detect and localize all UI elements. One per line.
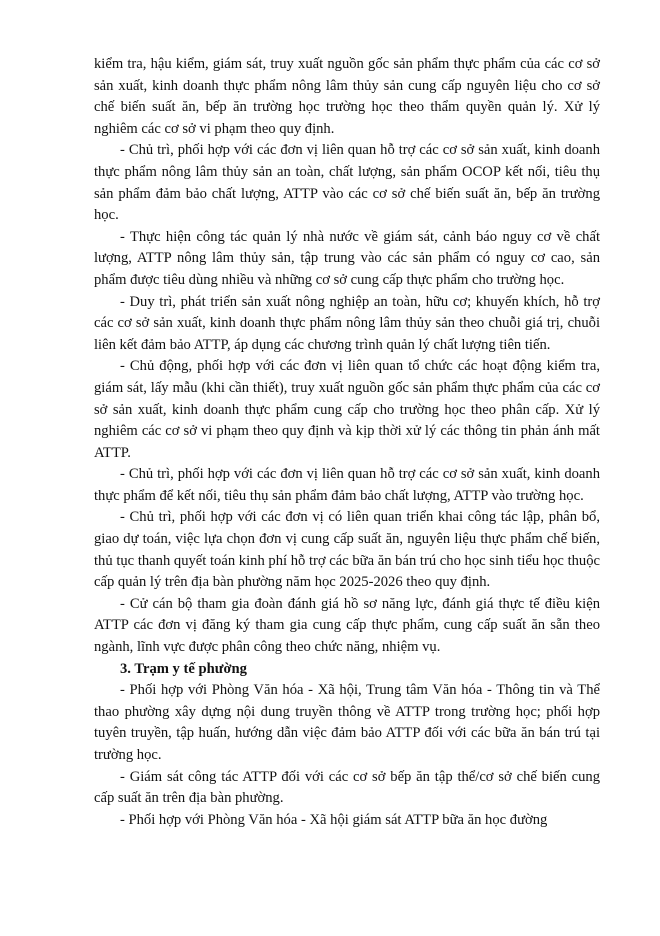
paragraph-inspection-activities: - Chủ động, phối hợp với các đơn vị liên quan tổ chức các hoạt động kiểm tra, giám sát, lấy mẫu (khi cần thiết), truy xuất nguồn gốc sản phẩm thực phẩm của các cơ sở sản xuất, kinh doanh thực phẩm cung cấp cho trường học theo phân cấp. Xử lý nghiêm các cơ sở vi phạm theo quy định và kịp thời xử lý các thông tin phản ánh mất ATTP. <box>94 358 600 461</box>
paragraph-supervision: - Giám sát công tác ATTP đối với các cơ sở bếp ăn tập thể/cơ sở chế biến cung cấp suất ăn trên địa bàn phường. <box>94 768 600 807</box>
paragraph-safe-agriculture: - Duy trì, phát triển sản xuất nông nghiệp an toàn, hữu cơ; khuyến khích, hỗ trợ các cơ sở sản xuất, kinh doanh thực phẩm nông lâm thủy sản theo chuỗi giá trị, chuỗi liên kết đảm bảo ATTP, áp dụng các chương trình quản lý chất lượng tiên tiến. <box>94 293 600 353</box>
paragraph-communication: - Phối hợp với Phòng Văn hóa - Xã hội, Trung tâm Văn hóa - Thông tin và Thể thao phường xây dựng nội dung truyền thông về ATTP trong trường học; phối hợp tuyên truyền, tập huấn, hướng dẫn việc đảm bảo ATTP đối với các bữa ăn bán trú tại trường học. <box>94 682 600 763</box>
paragraph-support-ocop: - Chủ trì, phối hợp với các đơn vị liên quan hỗ trợ các cơ sở sản xuất, kinh doanh thực phẩm nông lâm thủy sản an toàn, chất lượng, sản phẩm OCOP kết nối, tiêu thụ sản phẩm đảm bảo chất lượng, ATTP vào các cơ sở chế biến suất ăn, bếp ăn trường học. <box>94 142 600 224</box>
document-page <box>94 54 600 831</box>
paragraph-connect-schools: - Chủ trì, phối hợp với các đơn vị liên quan hỗ trợ các cơ sở sản xuất, kinh doanh thực phẩm để kết nối, tiêu thụ sản phẩm đảm bảo chất lượng, ATTP vào trường học. <box>94 466 600 504</box>
section-heading-health-station: 3. Trạm y tế phường <box>120 660 247 677</box>
paragraph-continued-inspection: kiểm tra, hậu kiểm, giám sát, truy xuất nguồn gốc sản phẩm thực phẩm của các cơ sở sản xuất, kinh doanh thực phẩm nông lâm thủy sản cung cấp nguyên liệu cho cơ sở chế biến suất ăn, bếp ăn trường học trường học theo thẩm quyền quản lý. Xử lý nghiêm các cơ sở vi phạm theo quy định. <box>94 56 600 137</box>
paragraph-state-management: - Thực hiện công tác quản lý nhà nước về giám sát, cảnh báo nguy cơ về chất lượng, ATTP nông lâm thủy sản, tập trung vào các sản phẩm có nguy cơ cao, sản phẩm được tiêu dùng nhiều và những cơ sở cung cấp thực phẩm cho trường học. <box>94 228 600 288</box>
paragraph-budget-allocation: - Chủ trì, phối hợp với các đơn vị có liên quan triển khai công tác lập, phân bổ, giao dự toán, việc lựa chọn đơn vị cung cấp suất ăn, nguyên liệu thực phẩm chế biến, thủ tục thanh quyết toán kinh phí hỗ trợ các bữa ăn bán trú cho học sinh tiểu học thuộc cấp quản lý trên địa bàn phường năm học 2025-2026 theo quy định. <box>94 509 600 591</box>
paragraph-assign-officers: - Cử cán bộ tham gia đoàn đánh giá hồ sơ năng lực, đánh giá thực tế điều kiện ATTP các đơn vị đăng ký tham gia cung cấp thực phẩm, cung cấp suất ăn sẵn theo ngành, lĩnh vực được phân công theo chức năng, nhiệm vụ. <box>94 595 600 656</box>
paragraph-school-meals: - Phối hợp với Phòng Văn hóa - Xã hội giám sát ATTP bữa ăn học đường <box>120 811 548 828</box>
